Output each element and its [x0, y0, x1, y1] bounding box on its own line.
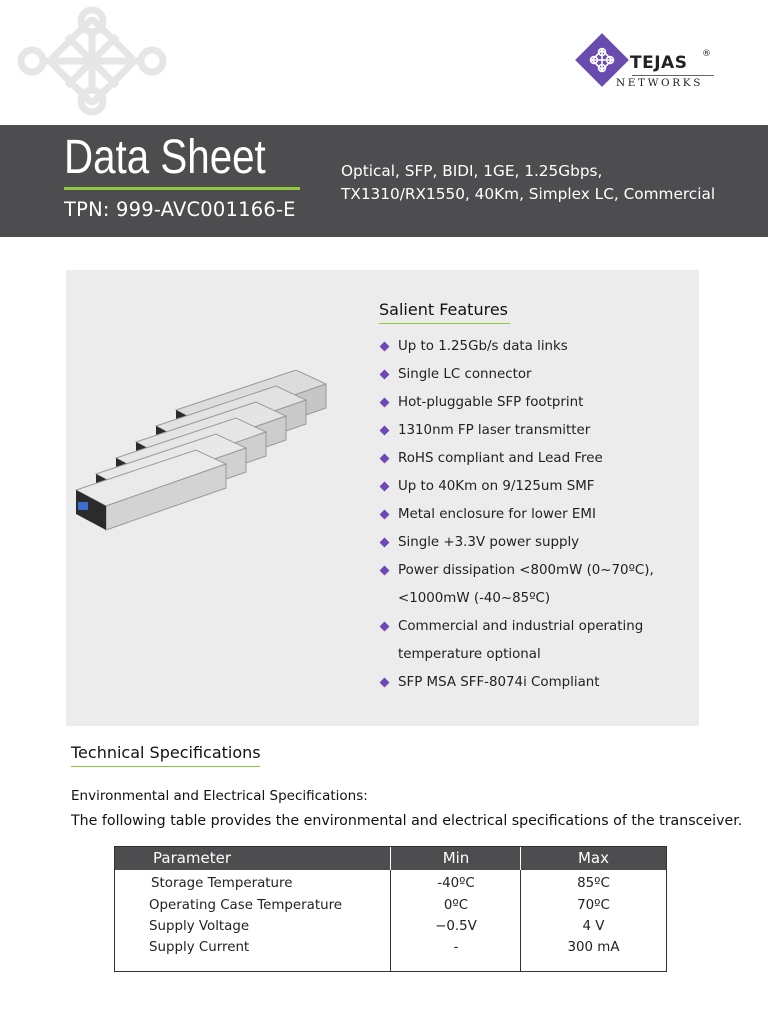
table-row: [115, 898, 666, 919]
header-divider: [520, 847, 521, 870]
banner-description: Optical, SFP, BIDI, 1GE, 1.25Gbps, TX1310/RX1550, 40Km, Simplex LC, Commercial: [341, 162, 716, 203]
list-item: RoHS compliant and Lead Free: [380, 445, 680, 473]
salient-features-title: Salient Features: [379, 300, 508, 319]
logo-divider: [632, 75, 714, 76]
diamond-bullet-icon: [380, 398, 390, 408]
cell-parameter: Supply Voltage: [149, 919, 250, 934]
knot-watermark-icon: [12, 6, 172, 116]
cell-max: 85ºC: [577, 876, 610, 891]
list-item: 1310nm FP laser transmitter: [380, 417, 680, 445]
cell-parameter: Supply Current: [149, 940, 250, 955]
diamond-bullet-icon: [380, 482, 390, 492]
header-min: Min: [442, 849, 470, 867]
list-item: SFP MSA SFF-8074i Compliant: [380, 669, 680, 697]
diamond-bullet-icon: [380, 538, 390, 548]
list-item: Metal enclosure for lower EMI: [380, 501, 680, 529]
salient-features-underline: [379, 323, 510, 324]
banner-title: Data Sheet: [64, 131, 266, 184]
diamond-bullet-icon: [380, 426, 390, 436]
diamond-bullet-icon: [380, 622, 390, 632]
features-list: [380, 333, 680, 697]
table-row: [115, 940, 666, 961]
cell-max: 300 mA: [567, 940, 620, 955]
list-item: Up to 40Km on 9/125um SMF: [380, 473, 680, 501]
header-parameter: Parameter: [153, 849, 232, 867]
diamond-bullet-icon: [380, 678, 390, 688]
list-item: Commercial and industrial operating temperature optional: [380, 613, 680, 669]
banner-underline: [64, 187, 300, 190]
spec-table: [114, 846, 667, 972]
table-row: [115, 919, 666, 940]
env-spec-heading: Environmental and Electrical Specifications:: [71, 788, 368, 804]
diamond-bullet-icon: [380, 342, 390, 352]
cell-min: -: [453, 940, 459, 955]
list-item: Up to 1.25Gb/s data links: [380, 333, 680, 361]
list-item: Single +3.3V power supply: [380, 529, 680, 557]
header-max: Max: [577, 849, 609, 867]
cell-min: −0.5V: [435, 919, 477, 934]
cell-min: -40ºC: [437, 876, 475, 891]
diamond-bullet-icon: [380, 370, 390, 380]
logo-brand: TEJAS: [630, 53, 688, 73]
technical-specifications-title: Technical Specifications: [71, 743, 261, 762]
list-item: Power dissipation <800mW (0~70ºC), <1000mW (-40~85ºC): [380, 557, 680, 613]
env-spec-description: The following table provides the environmental and electrical specifications of the transceiver.: [71, 813, 743, 829]
cell-parameter: Operating Case Temperature: [149, 898, 343, 913]
list-item: Single LC connector: [380, 361, 680, 389]
cell-parameter: Storage Temperature: [151, 876, 293, 891]
logo-subtitle: NETWORKS: [616, 77, 703, 89]
tpn-label: TPN: 999-AVC001166-E: [64, 198, 296, 221]
diamond-bullet-icon: [380, 510, 390, 520]
list-item: Hot-pluggable SFP footprint: [380, 389, 680, 417]
company-logo: [568, 28, 718, 90]
diamond-bullet-icon: [380, 566, 390, 576]
sfp-transceiver-image: [76, 370, 370, 596]
diamond-bullet-icon: [380, 454, 390, 464]
header-divider: [390, 847, 391, 870]
cell-min: 0ºC: [443, 898, 469, 913]
table-row: [115, 876, 666, 897]
cell-max: 70ºC: [577, 898, 610, 913]
cell-max: 4 V: [582, 919, 605, 934]
technical-specifications-underline: [71, 766, 260, 767]
registered-mark: ®: [702, 49, 711, 59]
